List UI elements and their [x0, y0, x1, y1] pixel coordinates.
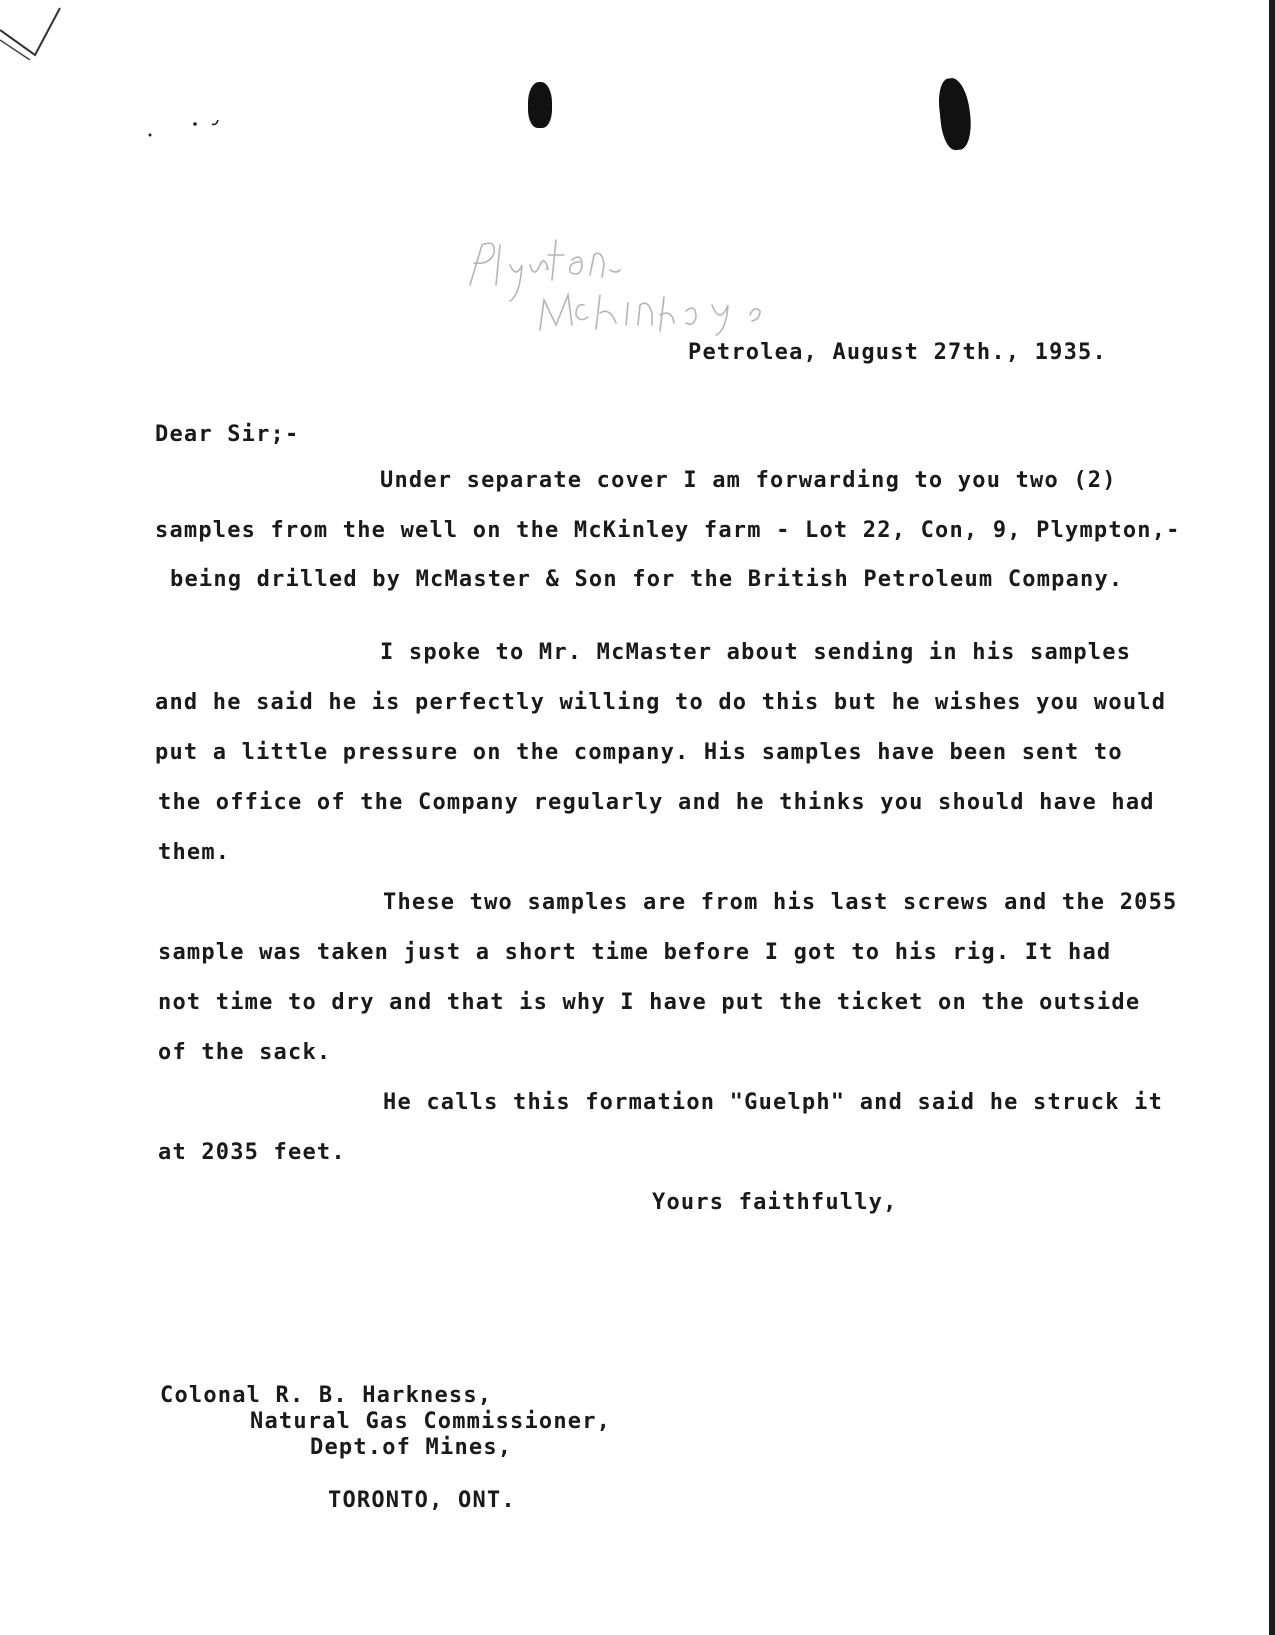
salutation: Dear Sir;-: [155, 422, 300, 447]
paragraph-2-line-2: and he said he is perfectly willing to do this but he wishes you would: [155, 690, 1167, 715]
paragraph-3-line-2: sample was taken just a short time before I got to his rig. It had: [158, 940, 1112, 965]
paragraph-3-line-3: not time to dry and that is why I have put the ticket on the outside: [158, 990, 1141, 1015]
address-line-1: Colonal R. B. Harkness,: [160, 1383, 493, 1408]
paragraph-4-line-2: at 2035 feet.: [158, 1140, 346, 1165]
paragraph-1-line-3: being drilled by McMaster & Son for the British Petroleum Company.: [170, 567, 1124, 592]
paragraph-4-line-1: He calls this formation "Guelph" and said he struck it: [383, 1090, 1164, 1115]
address-line-4: TORONTO, ONT.: [328, 1488, 516, 1513]
paragraph-1-line-1: Under separate cover I am forwarding to you two (2): [380, 468, 1117, 493]
ink-specks: [140, 110, 240, 150]
paragraph-3-line-1: These two samples are from his last screws and the 2055: [383, 890, 1178, 915]
paragraph-2-line-3: put a little pressure on the company. His samples have been sent to: [155, 740, 1123, 765]
dateline: Petrolea, August 27th., 1935.: [688, 340, 1107, 365]
paragraph-2-line-4: the office of the Company regularly and he thinks you should have had: [158, 790, 1155, 815]
address-line-2: Natural Gas Commissioner,: [250, 1409, 612, 1434]
paragraph-1-line-2: samples from the well on the McKinley farm - Lot 22, Con, 9, Plympton,-: [155, 518, 1181, 543]
scan-edge: [1269, 0, 1275, 1635]
address-line-3: Dept.of Mines,: [310, 1435, 513, 1460]
closing: Yours faithfully,: [652, 1190, 898, 1215]
paragraph-2-line-5: them.: [158, 840, 231, 865]
punch-hole-right: [936, 77, 973, 152]
paragraph-2-line-1: I spoke to Mr. McMaster about sending in his samples: [380, 640, 1132, 665]
pencil-annotation: [460, 225, 820, 355]
folded-corner-mark: [0, 0, 70, 60]
punch-hole-left: [528, 82, 552, 128]
paragraph-3-line-4: of the sack.: [158, 1040, 332, 1065]
